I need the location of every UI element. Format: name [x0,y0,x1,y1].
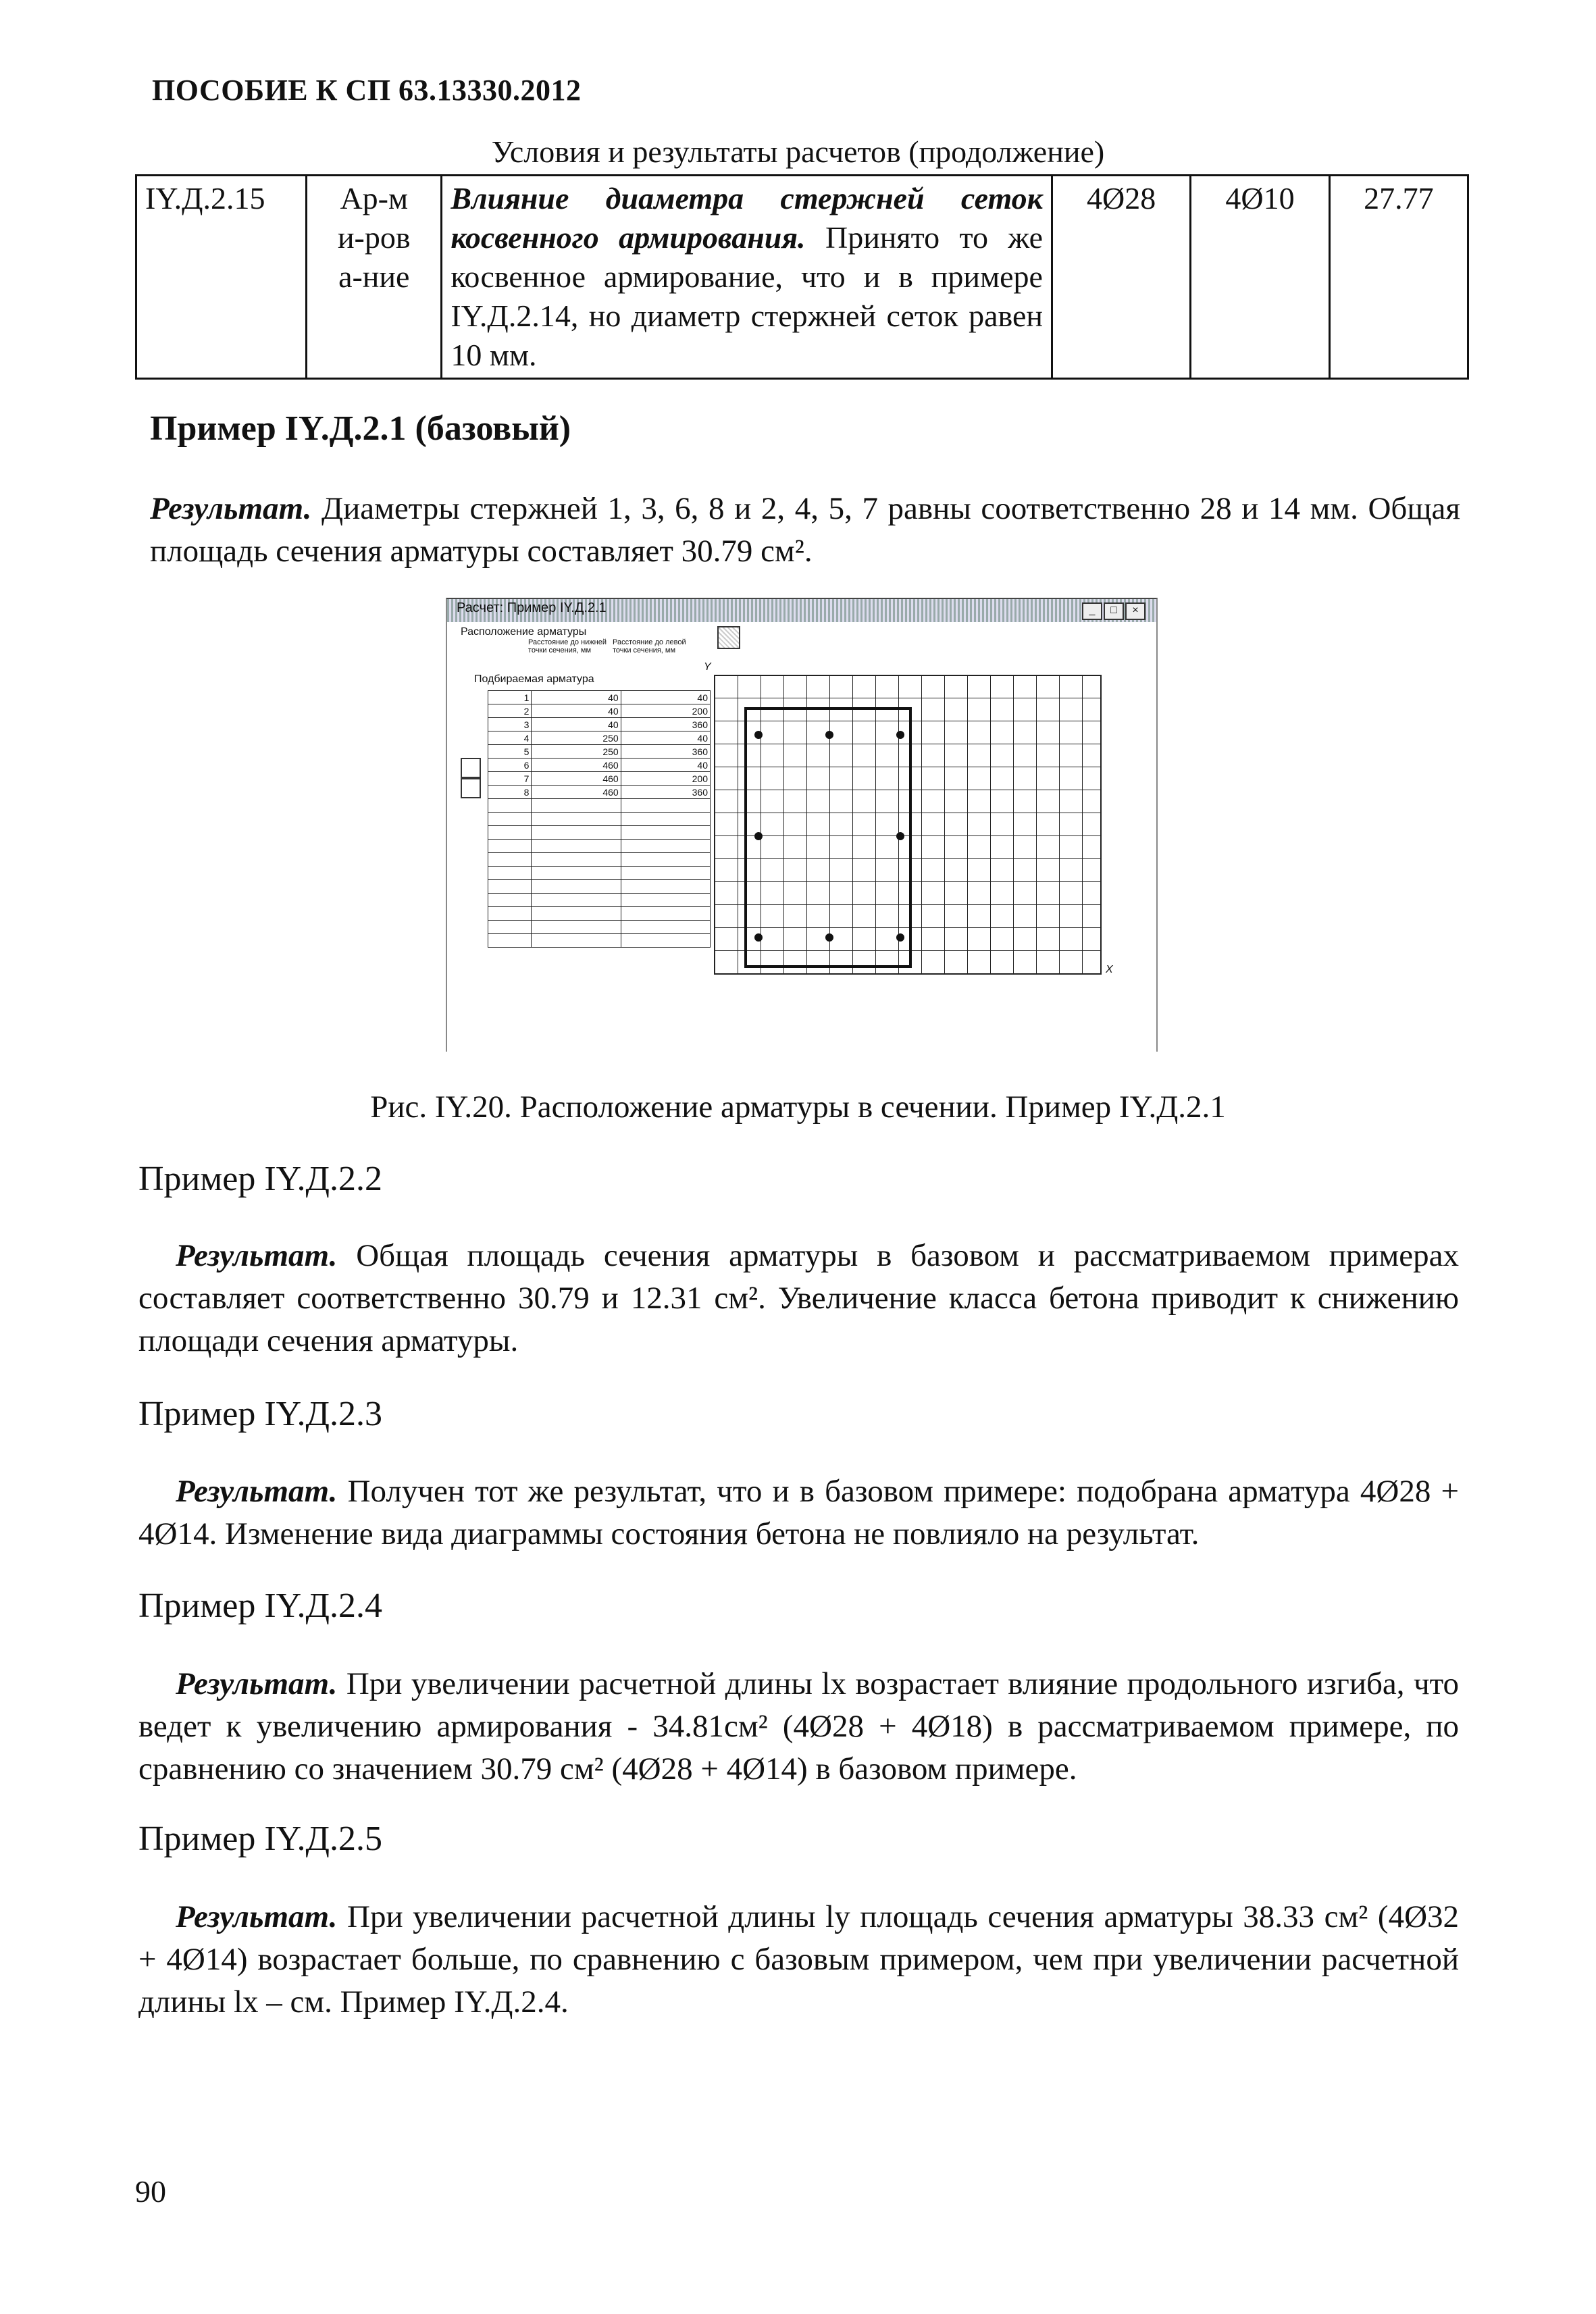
row-value-3: 27.77 [1329,176,1468,379]
cell[interactable]: 1 [488,691,532,704]
reinforcement-layout-screenshot [446,598,1158,1052]
cell[interactable]: 4 [488,731,532,745]
table-row [488,894,711,907]
example-5-text: При увеличении расчетной длины ly площадь сечения арматуры 38.33 см² (4Ø32 + 4Ø14) возрастает больше, по сравнению с базовым примером, чем при увеличении расчетной длины lx – см. Пример IY.Д.2.4. [138,1899,1460,2020]
cell[interactable]: 200 [621,772,710,786]
table-row [488,880,711,894]
rebar-dot [825,933,833,942]
cell[interactable]: 460 [532,759,621,772]
row-title: Влияние диаметра стержней сеток косвенного армирования. [451,181,1043,255]
table-row [488,759,711,772]
table-row [488,718,711,731]
table-row [488,921,711,934]
example-5-result [138,1896,1459,2024]
cell[interactable]: 7 [488,772,532,786]
table-row [488,853,711,867]
cell[interactable]: 250 [532,745,621,759]
example-1-text: Диаметры стержней 1, 3, 6, 8 и 2, 4, 5, 7 равны соответственно 28 и 14 мм. Общая площадь сечения арматуры составляет 30.79 см². [150,491,1460,569]
save-icon[interactable] [717,626,740,649]
results-table [135,174,1469,380]
result-label: Результат. [176,1899,338,1934]
table-row [488,813,711,826]
axis-x-label: X [1106,964,1113,975]
group2-label: Подбираемая арматура [474,673,594,685]
row-value-2: 4Ø10 [1191,176,1329,379]
close-icon[interactable]: × [1125,602,1145,620]
cell[interactable]: 200 [621,704,710,718]
cell[interactable]: 40 [621,691,710,704]
cell[interactable]: 40 [621,759,710,772]
cell[interactable]: 5 [488,745,532,759]
rebar-dot [896,933,904,942]
rebar-dot [754,832,763,840]
rebar-dot [896,832,904,840]
example-5-heading: Пример IY.Д.2.5 [138,1820,383,1858]
example-4-heading: Пример IY.Д.2.4 [138,1587,383,1625]
figure-caption: Рис. IY.20. Расположение арматуры в сечении. Пример IY.Д.2.1 [370,1089,1226,1125]
example-2-heading: Пример IY.Д.2.2 [138,1160,383,1198]
table-row [488,934,711,948]
example-3-text: Получен тот же результат, что и в базовом примере: подобрана арматура 4Ø28 + 4Ø14. Изменение вида диаграммы состояния бетона не повлияло на результат. [138,1474,1460,1551]
example-2-result [138,1235,1459,1362]
example-4-text: При увеличении расчетной длины lx возрастает влияние продольного изгиба, что ведет к увеличению армирования - 34.81см² (4Ø28 + 4Ø18) в рассматриваемом примере, по сравнению со значением 30.79 см² (4Ø28 + 4Ø14) в базовом примере. [138,1666,1459,1786]
rebar-dot [896,731,904,739]
table-row [488,907,711,921]
page-header: ПОСОБИЕ К СП 63.13330.2012 [152,74,582,107]
page-number: 90 [135,2174,166,2209]
cell[interactable]: 360 [621,718,710,731]
cell[interactable]: 460 [532,786,621,799]
cell[interactable]: 40 [621,731,710,745]
window-titlebar [447,599,1156,622]
table-row [488,786,711,799]
cell[interactable]: 2 [488,704,532,718]
table-row [488,731,711,745]
rebar-dot [754,731,763,739]
cell[interactable]: 6 [488,759,532,772]
cell[interactable]: 460 [532,772,621,786]
cell[interactable]: 40 [532,718,621,731]
col-label-bottom: Расстояние до нижней точки сечения, мм [528,638,607,654]
row-id: IY.Д.2.15 [136,176,307,379]
table-row [488,772,711,786]
check-icon[interactable] [461,758,481,778]
example-2-text: Общая площадь сечения арматуры в базовом и рассматриваемом примерах составляет соответственно 30.79 и 12.31 см². Увеличение класса бетона приводит к снижению площади сечения арматуры. [138,1238,1460,1358]
rebar-table [488,690,711,948]
row-value-1: 4Ø28 [1052,176,1190,379]
cell[interactable]: 360 [621,745,710,759]
minimize-icon[interactable]: _ [1082,602,1102,620]
table-row [488,691,711,704]
example-1-result [150,488,1460,573]
result-label: Результат. [176,1238,338,1273]
result-label: Результат. [176,1666,338,1701]
row-description [442,176,1052,379]
example-1-heading: Пример IY.Д.2.1 (базовый) [150,409,571,448]
table-row [488,745,711,759]
cell[interactable]: 360 [621,786,710,799]
cell[interactable]: 3 [488,718,532,731]
example-4-result [138,1663,1459,1791]
table-row [488,704,711,718]
table-row [136,176,1468,379]
example-3-heading: Пример IY.Д.2.3 [138,1395,383,1433]
col-label-left: Расстояние до левой точки сечения, мм [613,638,686,654]
rebar-dot [825,731,833,739]
row-kind [307,176,442,379]
table-row [488,840,711,853]
window-title: Расчет: Пример IY.Д.2.1 [457,600,607,615]
cell[interactable]: 40 [532,704,621,718]
result-label: Результат. [150,491,312,526]
row-text: Принято то же косвенное армирование, что и в примере IY.Д.2.14, но диаметр стержней сеток равен 10 мм. [451,220,1043,372]
axis-y-label: Y [704,661,711,673]
example-3-result [138,1470,1459,1555]
row-kind-text: Ар-ми-рова-ние [337,181,411,294]
cell[interactable]: 40 [532,691,621,704]
group-label: Расположение арматуры [461,626,587,638]
section-outline [744,707,912,968]
maximize-icon[interactable]: □ [1104,602,1124,620]
check-icon[interactable] [461,778,481,798]
result-label: Результат. [176,1474,338,1509]
table-row [488,826,711,840]
rebar-dot [754,933,763,942]
table-caption: Условия и результаты расчетов (продолжение) [491,134,1105,169]
cell[interactable]: 8 [488,786,532,799]
cell[interactable]: 250 [532,731,621,745]
table-row [488,799,711,813]
table-row [488,867,711,880]
